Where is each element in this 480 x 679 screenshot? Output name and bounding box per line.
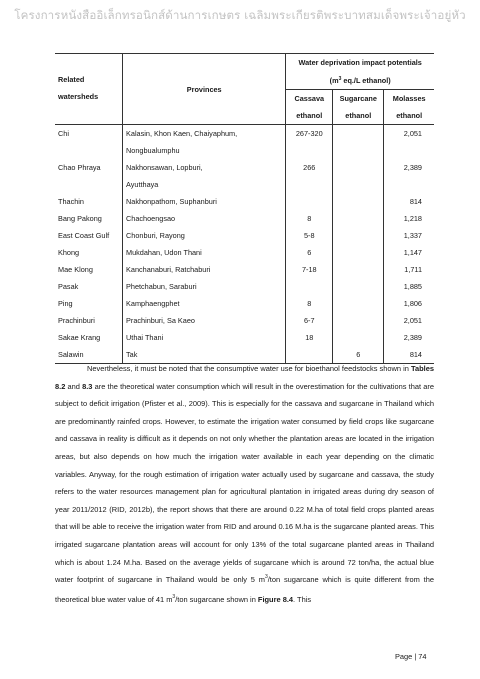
cell-molasses: 2,051: [384, 125, 434, 143]
cell-molasses: 814: [384, 193, 434, 210]
table-row: [55, 261, 434, 278]
cell-provinces: Nakhonsawan, Lopburi,: [123, 159, 286, 176]
cell-molasses: [384, 142, 434, 159]
cell-watershed: Salawin: [55, 346, 123, 364]
cell-sugarcane: [333, 278, 384, 295]
cell-sugarcane: [333, 210, 384, 227]
cell-provinces: Kalasin, Khon Kaen, Chaiyaphum,: [123, 125, 286, 143]
cell-watershed: Ping: [58, 299, 73, 308]
cell-watershed: East Coast Gulf: [58, 231, 110, 240]
cell-provinces: Mukdahan, Udon Thani: [123, 244, 286, 261]
cell-watershed: [55, 142, 123, 159]
cell-cassava: [286, 176, 333, 193]
table-body: [55, 125, 434, 364]
cell-cassava: 8: [286, 295, 333, 312]
table-row: [55, 295, 434, 312]
cell-watershed: Bang Pakong: [58, 214, 102, 223]
ref-tables-8-2: Tables 8.2: [55, 364, 434, 391]
table-row: [55, 312, 434, 329]
table-row: [55, 193, 434, 210]
cell-provinces: Nakhonpathom, Suphanburi: [123, 193, 286, 210]
cell-provinces: Tak: [123, 346, 286, 364]
col-header-provinces: Provinces: [123, 54, 286, 125]
col-header-impact-potentials: Water deprivation impact potentials: [286, 54, 434, 72]
cell-provinces: Kanchanaburi, Ratchaburi: [123, 261, 286, 278]
col-header-cassava-ethanol: Cassava ethanol: [286, 90, 333, 125]
cell-watershed: Sakae Krang: [58, 333, 101, 342]
cell-cassava: 18: [286, 329, 333, 346]
col-header-impact-unit: ($m^3$ eq./L ethanol): [286, 71, 434, 90]
col-header-sugarcane-ethanol: Sugarcane ethanol: [333, 90, 384, 125]
cell-watershed: Khong: [58, 248, 80, 257]
cell-cassava: 6: [286, 244, 333, 261]
table-row: [55, 278, 434, 295]
table-row: [55, 210, 434, 227]
cell-molasses: 1,885: [384, 278, 434, 295]
cell-cassava: [286, 278, 333, 295]
cell-molasses: [384, 176, 434, 193]
cell-cassava: 8: [286, 210, 333, 227]
cell-watershed: Chao Phraya: [58, 163, 101, 172]
table-row: [55, 142, 434, 159]
cell-cassava: 6-7: [286, 312, 333, 329]
cell-cassava: 267-320: [286, 125, 333, 143]
table-row: [55, 244, 434, 261]
cell-sugarcane: [333, 244, 384, 261]
cell-sugarcane: [333, 159, 384, 176]
cell-provinces: Ayutthaya: [123, 176, 286, 193]
ref-figure-8-4: Figure 8.4: [257, 594, 294, 604]
cell-molasses: 2,389: [384, 159, 434, 176]
cell-watershed: Chi: [58, 129, 69, 138]
cell-provinces: Prachinburi, Sa Kaeo: [123, 312, 286, 329]
cell-sugarcane: [333, 193, 384, 210]
cell-molasses: 2,051: [384, 312, 434, 329]
cell-watershed: Pasak: [58, 282, 79, 291]
cell-provinces: Uthai Thani: [123, 329, 286, 346]
cell-sugarcane: [333, 295, 384, 312]
table-row: [55, 329, 434, 346]
cell-cassava: 7-18: [286, 261, 333, 278]
table-row: [55, 125, 434, 143]
cell-cassava: [286, 142, 333, 159]
cell-cassava: 5-8: [286, 227, 333, 244]
water-deprivation-table: [55, 53, 434, 364]
cell-sugarcane: [333, 261, 384, 278]
cell-molasses: 1,147: [384, 244, 434, 261]
cell-sugarcane: [333, 142, 384, 159]
cell-sugarcane: [333, 329, 384, 346]
cell-cassava: 266: [286, 159, 333, 176]
col-header-molasses-ethanol: Molasses ethanol: [384, 90, 434, 125]
cell-watershed: [55, 176, 123, 193]
cell-provinces: Chachoengsao: [123, 210, 286, 227]
cell-watershed: Thachin: [58, 197, 84, 206]
body-paragraph: Nevertheless, it must be noted that the consumptive water use for bioethanol feedstocks shown in Tables 8.2 and 8.3 are the theoretical water consumption which will result in the overestimation for the cultivations that are subject to deficit irrigation (Pfister et al., 2009). This is especially for the cassava and sugarcane in Thailand which are predominantly rainfed crops. However, to estimate the irrigation water consumed by field crops like sugarcane and cassava in reality is difficult as it depends on not only whether the plantation areas are located in the irrigation areas, but also depends on how much the irrigation water available in each year depending on the climatic variables. Anyway, for the rough estimation of irrigation water actually used by sugarcane and cassava, the study refers to the water resources management plan for agricultural plantation in irrigated areas during dry season of year 2011/2012 (RID, 2012b), the report shows that there are around 0.22 M.ha of total field crops planted areas that will be able to receive the irrigation water from RID and around 0.16 M.ha is the sugarcane planted areas. This irrigated sugarcane plantation areas will account for only 13% of the total sugarcane planted areas in Thailand which is about 1.24 M.ha. Based on the average yields of sugarcane which is around 72 ton/ha, the actual blue water footprint of sugarcane in Thailand would be only 5 $m^3$/ton sugarcane which is quite different from the theoretical blue water value of 41 $m^3$/ton sugarcane shown in Figure 8.4. This: [55, 364, 435, 604]
cell-molasses: 1,711: [384, 261, 434, 278]
cell-provinces: Kamphaengphet: [123, 295, 286, 312]
cell-sugarcane: [333, 125, 384, 143]
page-header: โครงการหนังสืออิเล็กทรอนิกส์ด้านการเกษตร เฉลิมพระเกียรติพระบาทสมเด็จพระเจ้าอยู่หัว: [14, 8, 466, 22]
cell-watershed: Prachinburi: [58, 316, 95, 325]
cell-molasses: 2,389: [384, 329, 434, 346]
cell-sugarcane: [333, 176, 384, 193]
cell-molasses: 1,806: [384, 295, 434, 312]
cell-molasses: 814: [384, 346, 434, 364]
cell-watershed: Mae Klong: [58, 265, 93, 274]
cell-cassava: [286, 193, 333, 210]
table-row: [55, 227, 434, 244]
cell-molasses: 1,218: [384, 210, 434, 227]
table-row: [55, 176, 434, 193]
cell-provinces: Chonburi, Rayong: [123, 227, 286, 244]
cell-provinces: Nongbualumphu: [123, 142, 286, 159]
cell-provinces: Phetchabun, Saraburi: [123, 278, 286, 295]
cell-sugarcane: [333, 227, 384, 244]
ref-table-8-3: 8.3: [82, 381, 93, 391]
table-row: [55, 159, 434, 176]
cell-sugarcane: 6: [333, 346, 384, 364]
page-number: Page | 74: [395, 652, 427, 661]
cell-sugarcane: [333, 312, 384, 329]
col-header-related-watersheds: Related watersheds: [55, 54, 123, 125]
cell-molasses: 1,337: [384, 227, 434, 244]
